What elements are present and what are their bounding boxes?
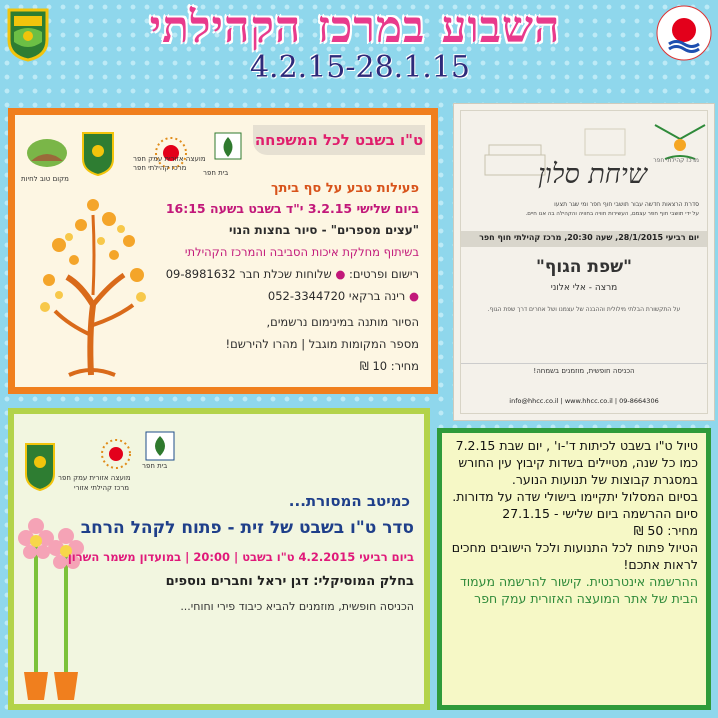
trip-line-3: בסיום המסלול יתקיימו בישולי שדה על מדורות. (452, 489, 698, 504)
lecturer-name: מרצה - אלי אלוני (550, 283, 618, 293)
price: מחיר: 10 ₪ (359, 359, 419, 373)
trip-line-4: סיום ההרשמה ביום שלישי - 27.1.15 (502, 506, 698, 521)
flowers-illustration (16, 512, 86, 702)
poster-footer: הכניסה חופשית, מוזמנים בשמחה! (461, 363, 707, 375)
poster-date-bar (461, 231, 707, 247)
seder-tagline: כמיטב המסורת... (288, 492, 410, 510)
field-trip-notice (437, 428, 711, 710)
tu-bishvat-family-flyer (8, 108, 438, 394)
lecture-title: "שפת הגוף" (536, 257, 632, 277)
trip-line-6: הטיול פתוח לכל התנועות ולכל הישובים מחכים לראות אתכם! (451, 540, 698, 572)
poster-subtitle-2: על ידי תושבי חוף חפר עצמם, העשירות חוויה בחוויה והקהילה בה אנו חיים. (525, 211, 699, 217)
logo-caption-council: מועצה אזורית עמק חפר (133, 155, 206, 163)
registration-row-1 (166, 267, 419, 281)
contact-1: שלוחות שכלת חבר 09-8981632 (165, 267, 332, 281)
poster-contact: info@hhcc.co.il | www.hhcc.co.il | 09-8664306 (509, 397, 659, 405)
ribbon-label: ט"ו בשבט לכל המשפחה (254, 131, 424, 149)
logo-caption-place: מקום טוב לחיות (21, 175, 69, 183)
partnership-line: בשיתוף מחלקת איכות הסביבה והמרכז הקהילתי (184, 245, 419, 259)
poster-logo-caption: מרכז קהילתי חפר (653, 157, 699, 164)
seder-logo-caption-3: בית חפר (142, 462, 168, 470)
date-range: 4.2.15-28.1.15 (249, 50, 471, 85)
logo-caption-house: בית חפר (203, 169, 229, 177)
registration-row-2 (268, 289, 419, 303)
note-2: מספר המקומות מוגבל | מהרו להירשם! (225, 337, 419, 351)
activity-date: ביום שלישי 3.2.15 י"ד בשבט בשעה 16:15 (165, 201, 419, 216)
salon-lecture-poster (453, 103, 715, 421)
page-title: השבוע במרכז הקהילתי (149, 2, 561, 53)
registration-label: רישום ופרטים: (349, 267, 419, 281)
bullet-icon: ● (335, 267, 346, 281)
seder-music: בחלק המוסיקלי: דגן יראל וחברים נוספים (165, 574, 414, 589)
seder-footer: הכניסה חופשית, מוזמנים להביא כיבוד פירי וחוחי... (180, 600, 414, 613)
seder-logo-caption-1: מועצה אזורית עמק חפר (58, 474, 131, 482)
trip-line-2: כמו כל שנה, מטיילים בשדות קיבוץ עין החורש במסגרת קבוצות של תנועות הנוער. (458, 455, 698, 487)
community-center-logo (655, 4, 713, 62)
lecture-description: על התקשורת הבלתי מילולית וההבנה של עצמנו ושל אחרים דרך שפת הגוף. (487, 306, 681, 313)
note-1: הסיור מותנה במינימום נרשמים, (266, 315, 419, 329)
bullet-icon: ● (408, 289, 419, 303)
poster-title: שיחת סלון (537, 159, 647, 190)
logo-caption-center: מרכז קהילתי חפר (133, 164, 187, 172)
tour-title: "עצים מספרים" - סיור בחצות הנוי (228, 223, 419, 237)
regional-council-logo (6, 6, 50, 62)
tree-illustration (29, 185, 159, 380)
seder-logo-caption-2: מרכז קהילתי אזורי (74, 484, 130, 492)
activity-headline: פעילות טבע על סף ביתך (270, 181, 419, 196)
trip-line-5: מחיר: 50 ₪ (633, 523, 698, 538)
seder-date: ביום רביעי 4.2.2015 ט"ו בשבט | 20:00 | במועדון משמר השרון (67, 550, 414, 564)
poster-subtitle-1: סדרת הרצאות חדשה עבור תושבי חוף חפר ומי שגר תצעו (554, 201, 699, 208)
trip-line-7: ההרשמה אינטרנטית. קישור להרשמה מעמוד הבית של אתר המועצה האזורית עמק חפר (459, 574, 698, 606)
flyer-ribbon (253, 125, 425, 155)
seder-headline: סדר ט"ו בשבט של זית - פתוח לקהל הרחב (80, 518, 414, 538)
poster-date: יום רביעי 28/1/2015, שעה 20:30, מרכז קהילתי חוף חפר (479, 233, 699, 242)
tu-bishvat-seder-flyer (8, 408, 430, 710)
trip-line-1: טיול ט"ו בשבט לכיתות ד'-ו' , יום שבת 7.2.15 (455, 438, 698, 453)
contact-2: רינה ברקאי 052-3344720 (267, 289, 406, 303)
